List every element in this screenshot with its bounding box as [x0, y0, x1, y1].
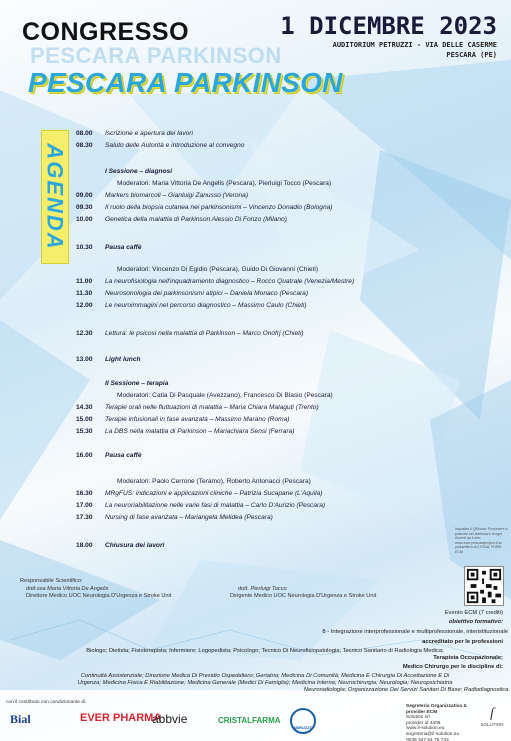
sponsor-label: con il contributo non condizionante di: [6, 700, 87, 705]
program-text: MRgFUS: indicazioni e applicazioni cliniche – Patrizia Sucapane (L'Aquila) [105, 490, 323, 497]
program-row [76, 330, 304, 337]
segreteria-line-4: segreteria@il-solution.eu [406, 731, 460, 737]
program-time: 15.00 [76, 416, 93, 423]
program-row [76, 542, 164, 549]
program-text: Il ruolo della biopsia cutanea nei parkinsonismi – Vincenzo Donadio (Bologna) [105, 204, 333, 211]
segreteria-block [406, 704, 470, 741]
abbvie-logo: abbvie [152, 712, 188, 726]
program-text: Moderatori: Vincenzo Di Egidio (Pescara), Guido Di Giovanni (Chieti) [117, 266, 319, 273]
program-time: 11.30 [76, 290, 93, 297]
solution-logo-mark: ſ [490, 706, 494, 721]
program-row [76, 392, 333, 399]
program-time: 11.00 [76, 278, 93, 285]
responsabile-role-1: Direttore Medico UOC Neurologia D'Urgenza e Stroke Unit [26, 593, 172, 599]
program-row [76, 278, 354, 285]
program-row [76, 452, 142, 459]
qr-instructions: Inquadra il QRcode: Procedere a poteche nel telefonare di ogni Accedi da il sito: www.ecm.pescaraproject.it la pulsantiera di 2 EGAL FORM ECM [455, 527, 508, 554]
program-text: La neuroriabilitazione nelle varie fasi di malattia – Carlo D'Aurizio (Pescara) [105, 502, 326, 509]
responsabile-name-2: dott. Pierluigi Tocco [238, 586, 287, 592]
program-row [76, 428, 294, 435]
responsabile-name-1: dott.ssa Maria Vittoria De Angelis [26, 586, 109, 592]
solution-logo-text: SOLUTION [480, 722, 504, 727]
program-time: 17.00 [76, 502, 93, 509]
program-row [76, 168, 172, 175]
program-row [76, 490, 323, 497]
congress-subtitle: PESCARA PARKINSON [28, 67, 343, 98]
agenda-label-wrap [41, 130, 69, 264]
program-time: 14.30 [76, 404, 93, 411]
program-time: 08.30 [76, 142, 93, 149]
program-time: 16.00 [76, 452, 93, 459]
program-time: 17.30 [76, 514, 93, 521]
program-time: 12.30 [76, 330, 93, 337]
program-row [76, 180, 331, 187]
program-row [76, 404, 319, 411]
program-time: 09.30 [76, 204, 93, 211]
segreteria-line-1: Solution srl [406, 715, 430, 721]
ever-pharma-logo: EVER PHARMA [80, 712, 162, 724]
event-date: 1 DICEMBRE 2023 [280, 12, 497, 40]
title-shadow-text: PESCARA PARKINSON [30, 43, 282, 68]
program-time: 12.00 [76, 302, 93, 309]
program-text: I Sessione – diagnosi [105, 168, 173, 175]
program-row [76, 502, 325, 509]
program-text: Nursing di fase avanzata – Mariangela Melidea (Pescara) [105, 514, 273, 521]
professions-text: Biologo; Dietista; Fisioterapista; Infermiere; Logopedista; Psicologo; Tecnico Di Neurofisiopatologia; Tecnico Sanitario di Radiologia Medica; [86, 648, 444, 654]
abruzzo-logo [290, 708, 316, 734]
program-row [76, 356, 141, 363]
agenda-label: AGENDA [43, 143, 68, 251]
program-time: 09.00 [76, 192, 93, 199]
program-time: 13.00 [76, 356, 93, 363]
program-time: 18.00 [76, 542, 93, 549]
program-text: Light lunch [105, 356, 141, 363]
program-text: Moderatori: Paolo Cerrone (Teramo), Roberto Antonacci (Pescara) [117, 478, 311, 485]
objective-text: 8 - Integrazione interprofessionale e multiprofessionale, interistituzionale [322, 629, 508, 635]
therapist-text: Terapista Occupazionale; [433, 655, 503, 661]
segreteria-line-2: provider id 4406 [406, 720, 441, 726]
surgeon-heading: Medico Chirurgo per le discipline di: [402, 664, 503, 670]
responsabile-heading: Responsabile Scientifico: [20, 578, 83, 584]
program-row [76, 266, 318, 273]
program-time: 15.30 [76, 428, 93, 435]
program-text: La DBS nella malattia di Parkinson – Mariachiara Sensi (Ferrara) [105, 428, 295, 435]
venue-line-1: AUDITORIUM PETRUZZI - VIA DELLE CASERME [332, 41, 497, 49]
program-row [76, 216, 287, 223]
accredited-heading: accreditato per le professioni [422, 639, 503, 645]
program-text: Pausa caffè [105, 244, 142, 251]
program-text: Le neuroimmagini nel percorso diagnostico – Massimo Caulo (Chieti) [105, 302, 307, 309]
program-time: 10.00 [76, 216, 93, 223]
program-time: 10.30 [76, 244, 93, 251]
objective-heading: obiettivo formativo: [448, 619, 503, 625]
cristalfarma-logo: CRISTALFARMA [218, 716, 281, 725]
segreteria-heading: Segreteria Organizzativa & provider ECM [406, 704, 467, 715]
program-row [76, 302, 307, 309]
program-text: Lettura: le psicosi nella malattia di Parkinson – Marco Onofrj (Chieti) [105, 330, 304, 337]
program-row [76, 478, 311, 485]
program-text: Terapie infusionali in fase avanzata – Massimo Marano (Roma) [105, 416, 290, 423]
program-time: 16.30 [76, 490, 93, 497]
program-text: Terapie orali nelle fluttuazioni di malattia – Maria Chiara Malaguti (Trento) [105, 404, 319, 411]
program-text: Iscrizione e apertura dei lavori [105, 130, 193, 137]
ecm-event: Evento ECM (7 crediti) [444, 610, 503, 616]
program-row [76, 244, 142, 251]
program-row [76, 204, 333, 211]
program-text: Markers biomarcoli – Gianluigi Zanusso (Verona) [105, 192, 249, 199]
program-row [76, 142, 244, 149]
segreteria-line-5: 0039 347 54 75 743 [406, 737, 449, 741]
program-text: Pausa caffè [105, 452, 142, 459]
program-row [76, 192, 248, 199]
disciplines-line-4: Neuroradiologia; Organizzazione Dei Servizi Sanitari Di Base; Radiodiagnostica. [303, 687, 510, 693]
program-text: Saluto delle Autorità e introduzione al convegno [105, 142, 245, 149]
program-row [76, 380, 168, 387]
program-row [76, 416, 289, 423]
program-text: II Sessione – terapia [105, 380, 169, 387]
program-time: 08.00 [76, 130, 93, 137]
program-text: Chiusura dei lavori [105, 542, 165, 549]
congress-title: CONGRESSO [22, 18, 190, 46]
venue-line-2: PESCARA (PE) [446, 51, 497, 59]
abruzzo-logo-text: ABRUZZO [293, 725, 313, 730]
segreteria-line-3: www.il-solution.eu [406, 726, 445, 732]
venue [333, 40, 497, 60]
responsabile-role-2: Dirigente Medico UOC Neurologia D'Urgenza e Stroke Unit [230, 593, 377, 599]
qr-code-icon[interactable] [464, 566, 504, 606]
program-row [76, 130, 193, 137]
program-text: La neurofisiologia nell'inquadramento diagnostico – Rocco Quatrale (Venezia/Mestre) [105, 278, 355, 285]
program-text: Genetica della malattia di Parkinson Alessio Di Fonzo (Milano) [105, 216, 287, 223]
program-text: Moderatori: Catia Di Pasquale (Avezzano), Francesco Di Blasio (Pescara) [117, 392, 333, 399]
program-text: Moderatori: Maria Vittoria De Angelis (Pescara), Pierluigi Tocco (Pescara) [117, 180, 332, 187]
program-row [76, 290, 308, 297]
disciplines-line-2: Urgenza; Medicina Fisica E Riabilitazione; Medicina Generale (Medici Di Famiglia); Medicina Interna; Neurochirurgia; Neurologia; Neuropsichiatria [77, 680, 453, 686]
program-text: Neurosonologia dei parkinsonismi atipici – Daniela Monaco (Pescara) [105, 290, 309, 297]
program-row [76, 514, 273, 521]
bial-logo: Bial [10, 712, 31, 726]
disciplines-line-1: Continuità Assistenziale; Direzione Medica Di Presidio Ospedaliero; Geriatria; Medicina Di Comunità; Medicina E Chirurgia Di Accettazione E Di [80, 673, 450, 679]
solution-logo [478, 706, 506, 736]
